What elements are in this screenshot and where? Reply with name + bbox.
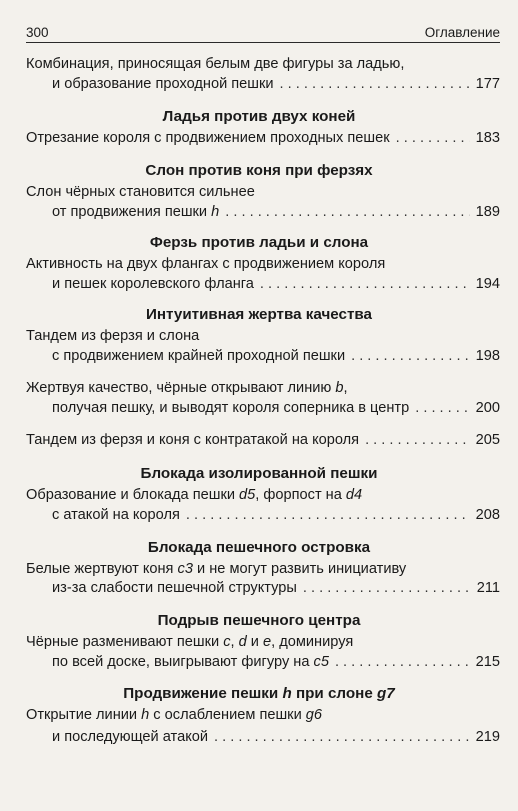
section-heading: Слон против коня при ферзях	[145, 162, 373, 179]
entry-line: Жертвуя качество, чёрные открывают линию b,	[26, 380, 348, 396]
entry-last-line: с продвижением крайней проходной пешки	[52, 348, 346, 364]
dot-leader	[351, 348, 470, 364]
entry-page-number: 177	[475, 76, 500, 92]
entry-line: Активность на двух флангах с продвижением короля	[26, 256, 386, 272]
entry-page-number: 219	[475, 729, 500, 745]
entry-page-number: 208	[475, 507, 500, 523]
entry-line: Чёрные разменивают пешки c, d и e, доминируя	[26, 634, 354, 650]
entry-line: Комбинация, приносящая белым две фигуры за ладью,	[26, 56, 405, 72]
entry-page-number: 215	[475, 654, 500, 670]
entry-line: Белые жертвуют коня c3 и не могут развить инициативу	[26, 561, 407, 577]
entry-page-number: 194	[475, 276, 500, 292]
entry-leader-line	[52, 276, 500, 292]
page-number: 300	[26, 25, 49, 40]
dot-leader	[260, 276, 470, 292]
running-header	[26, 22, 500, 43]
entry-page-number: 200	[475, 400, 500, 416]
entry-leader-line	[52, 507, 500, 523]
section-heading: Ферзь против ладьи и слона	[149, 234, 369, 251]
entry-leader-line	[52, 729, 500, 745]
section-heading: Интуитивная жертва качества	[145, 306, 373, 323]
entry-last-line: из-за слабости пешечной структуры	[52, 580, 297, 596]
dot-leader	[415, 400, 469, 416]
entry-page-number: 183	[475, 130, 500, 146]
dot-leader	[396, 130, 470, 146]
entry-line: Слон чёрных становится сильнее	[26, 184, 255, 200]
entry-last-line: от продвижения пешки h	[52, 204, 220, 220]
dot-leader	[225, 204, 469, 220]
entry-page-number: 211	[476, 580, 500, 596]
entry-leader-line	[26, 130, 500, 146]
entry-line: Образование и блокада пешки d5, форпост на d4	[26, 487, 363, 503]
dot-leader	[186, 507, 470, 523]
entry-leader-line	[52, 580, 500, 596]
entry-last-line: по всей доске, выигрывают фигуру на c5	[52, 654, 329, 670]
entry-last-line: и пешек королевского фланга	[52, 276, 254, 292]
entry-leader-line	[52, 654, 500, 670]
entry-last-line: с атакой на короля	[52, 507, 180, 523]
entry-page-number: 205	[475, 432, 500, 448]
dot-leader	[335, 654, 470, 670]
section-heading: Блокада пешечного островка	[147, 539, 371, 556]
dot-leader	[365, 432, 470, 448]
entry-line: Открытие линии h с ослаблением пешки g6	[26, 707, 323, 723]
entry-last-line: Тандем из ферзя и коня с контратакой на короля	[26, 432, 360, 448]
entry-leader-line	[52, 204, 500, 220]
entry-last-line: и последующей атакой	[52, 729, 209, 745]
dot-leader	[214, 729, 470, 745]
entry-leader-line	[26, 432, 500, 448]
entry-line: Тандем из ферзя и слона	[26, 328, 200, 344]
dot-leader	[280, 76, 470, 92]
section-heading: Продвижение пешки h при слоне g7	[123, 685, 395, 702]
entry-last-line: Отрезание короля с продвижением проходных пешек	[26, 130, 390, 146]
dot-leader	[303, 580, 471, 596]
entry-page-number: 189	[475, 204, 500, 220]
running-title: Оглавление	[424, 25, 500, 40]
entry-leader-line	[52, 400, 500, 416]
entry-leader-line	[52, 348, 500, 364]
entry-last-line: и образование проходной пешки	[52, 76, 274, 92]
entry-page-number: 198	[475, 348, 500, 364]
section-heading: Блокада изолированной пешки	[140, 465, 378, 482]
section-heading: Подрыв пешечного центра	[157, 612, 361, 629]
section-heading: Ладья против двух коней	[162, 108, 356, 125]
entry-leader-line	[52, 76, 500, 92]
entry-last-line: получая пешку, и выводят короля соперника в центр	[52, 400, 410, 416]
